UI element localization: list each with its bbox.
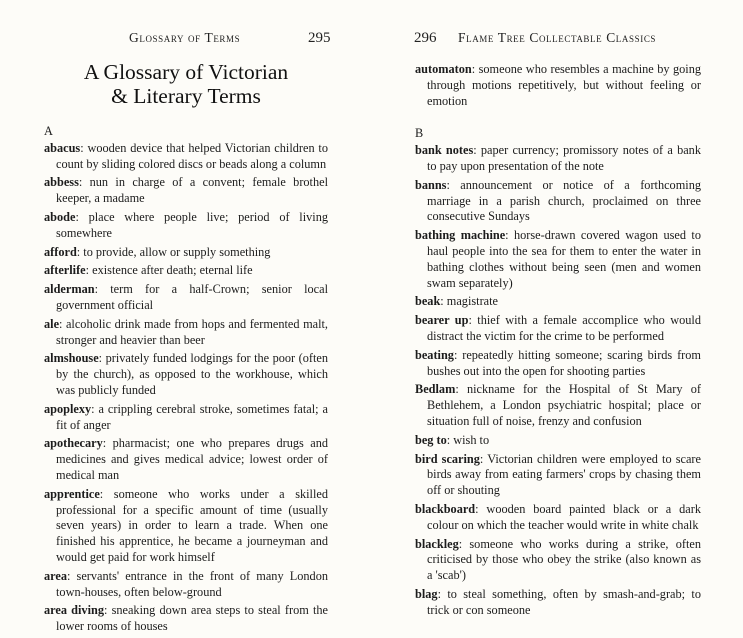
entry-term: blackleg xyxy=(415,536,459,551)
entry-term: bearer up xyxy=(415,313,469,328)
entry-definition: : paper currency; promissory notes of a bank to pay upon presentation of the note xyxy=(427,143,701,173)
page-number: 295 xyxy=(308,30,331,46)
entry-definition: : someone who resembles a machine by going through motions repetitively, but without feeling or emotion xyxy=(427,62,701,108)
entry-definition: : nickname for the Hospital of St Mary of Bethlehem, a London psychiatric hospital; place or situation full of noise, frenzy and confusion xyxy=(427,382,701,428)
entry-term: blag xyxy=(415,586,438,601)
entry-definition: : pharmacist; one who prepares drugs and medicines and gives medical advice; lowest order of medical man xyxy=(56,436,328,482)
entry-term: abode xyxy=(44,209,76,224)
entry-term: afterlife xyxy=(44,263,86,278)
glossary-title xyxy=(40,60,332,108)
entry-term: apoplexy xyxy=(44,401,92,416)
entry-definition: : term for a half-Crown; senior local government official xyxy=(56,282,328,312)
glossary-entry xyxy=(44,487,328,566)
entry-term: beg to xyxy=(415,432,447,447)
entry-term: area diving xyxy=(44,603,104,618)
entry-term: bird scaring xyxy=(415,451,480,466)
entry-definition: : someone who works during a strike, often criticised by those who obey the strike (also known as a 'scab') xyxy=(427,536,701,583)
glossary-entry xyxy=(415,502,701,534)
entry-definition: : Victorian children were employed to scare birds away from eating farmers' crops by chasing them off or shouting xyxy=(427,451,701,498)
entry-definition: : wooden device that helped Victorian children to count by sliding colored discs or beads along a column xyxy=(56,140,328,171)
entry-definition: : repeatedly hitting someone; scaring birds from bushes out into the open for shooting parties xyxy=(427,347,701,378)
title-line-1: A Glossary of Victorian xyxy=(83,60,289,84)
glossary-entry xyxy=(415,178,701,225)
entry-definition: : to steal something, often by smash-and-grab; to trick or con someone xyxy=(427,586,701,617)
entry-term: afford xyxy=(44,244,77,259)
entry-definition: : place where people live; period of living somewhere xyxy=(56,209,328,240)
entry-definition: : wooden board painted black or a dark colour on which the teacher would write in white chalk xyxy=(427,501,701,532)
glossary-entry xyxy=(415,228,701,291)
glossary-column-right xyxy=(415,62,701,622)
entry-definition: : thief with a female accomplice who would distract the victim for the crime to be performed xyxy=(427,313,701,343)
title-line-2: & Literary Terms xyxy=(111,84,261,108)
entry-list xyxy=(44,141,328,635)
glossary-entry xyxy=(44,436,328,483)
entry-definition: : horse-drawn covered wagon used to haul people into the sea for them to enter the water in bathing clothes without being seen (men and women swam separately) xyxy=(427,228,701,290)
entry-list xyxy=(415,143,701,618)
entry-term: area xyxy=(44,568,67,583)
glossary-entry xyxy=(415,537,701,584)
glossary-entry xyxy=(44,351,328,398)
entry-definition: : magistrate xyxy=(440,294,499,309)
glossary-entry xyxy=(44,245,328,261)
entry-term: bathing machine xyxy=(415,228,506,243)
entry-term: apothecary xyxy=(44,436,103,451)
glossary-entry xyxy=(44,282,328,314)
entry-definition: : nun in charge of a convent; female brothel keeper, a madame xyxy=(56,175,328,206)
entry-term: ale xyxy=(44,316,60,331)
glossary-entry xyxy=(415,382,701,429)
entry-definition: : existence after death; eternal life xyxy=(85,263,253,278)
entry-definition: : someone who works under a skilled professional for a specific amount of time (usually seven years) in order to learn a trade. When one finished his apprentice, he became a journeyman and would get paid for work himself xyxy=(56,486,328,564)
glossary-entry xyxy=(415,452,701,499)
entry-term: beating xyxy=(415,347,454,362)
glossary-entry xyxy=(415,313,701,345)
glossary-entry xyxy=(415,587,701,619)
entry-definition: : privately funded lodgings for the poor (often by the church), as opposed to the workhouse, which was publicly funded xyxy=(56,351,328,397)
entry-definition: : announcement or notice of a forthcoming marriage in a parish church, proclaimed on three consecutive Sundays xyxy=(427,177,701,224)
entry-definition: : sneaking down area steps to steal from the lower rooms of houses xyxy=(56,603,328,634)
entry-definition: : to provide, allow or supply something xyxy=(76,244,271,259)
entry-term: beak xyxy=(415,294,441,309)
glossary-entry xyxy=(415,294,701,310)
glossary-entry xyxy=(44,210,328,242)
glossary-entry xyxy=(44,317,328,349)
running-head: Glossary of Terms xyxy=(129,30,241,45)
left-page xyxy=(0,0,371,634)
glossary-entry xyxy=(44,263,328,279)
entry-term: banns xyxy=(415,177,447,192)
entry-term: apprentice xyxy=(44,486,100,501)
entry-definition: : servants' entrance in the front of many London town-houses, often below-ground xyxy=(56,568,328,599)
glossary-entry xyxy=(415,62,701,109)
section-letter: B xyxy=(415,126,424,141)
entry-definition: : a crippling cerebral stroke, sometimes fatal; a fit of anger xyxy=(56,401,328,432)
glossary-entry xyxy=(44,402,328,434)
glossary-entry xyxy=(415,348,701,380)
running-head: Flame Tree Collectable Classics xyxy=(458,30,657,45)
entry-definition: : wish to xyxy=(446,432,490,447)
entry-term: almshouse xyxy=(44,351,99,366)
entry-term: automaton xyxy=(415,62,472,76)
glossary-entry xyxy=(44,141,328,173)
glossary-entry xyxy=(44,569,328,601)
entry-term: abacus xyxy=(44,140,81,155)
glossary-entry xyxy=(415,143,701,175)
entry-term: bank notes xyxy=(415,143,474,158)
glossary-entry xyxy=(44,603,328,635)
section-letter: A xyxy=(44,124,53,138)
entry-list xyxy=(415,62,701,109)
entry-definition: : alcoholic drink made from hops and fermented malt, stronger and heavier than beer xyxy=(56,316,328,347)
right-page xyxy=(372,0,743,617)
glossary-entry xyxy=(44,175,328,207)
entry-term: Bedlam xyxy=(415,382,456,397)
entry-term: abbess xyxy=(44,175,79,190)
entry-term: blackboard xyxy=(415,501,476,516)
page-number: 296 xyxy=(414,30,437,46)
entry-term: alderman xyxy=(44,282,95,297)
glossary-column-left xyxy=(44,124,328,638)
glossary-entry xyxy=(415,433,701,449)
